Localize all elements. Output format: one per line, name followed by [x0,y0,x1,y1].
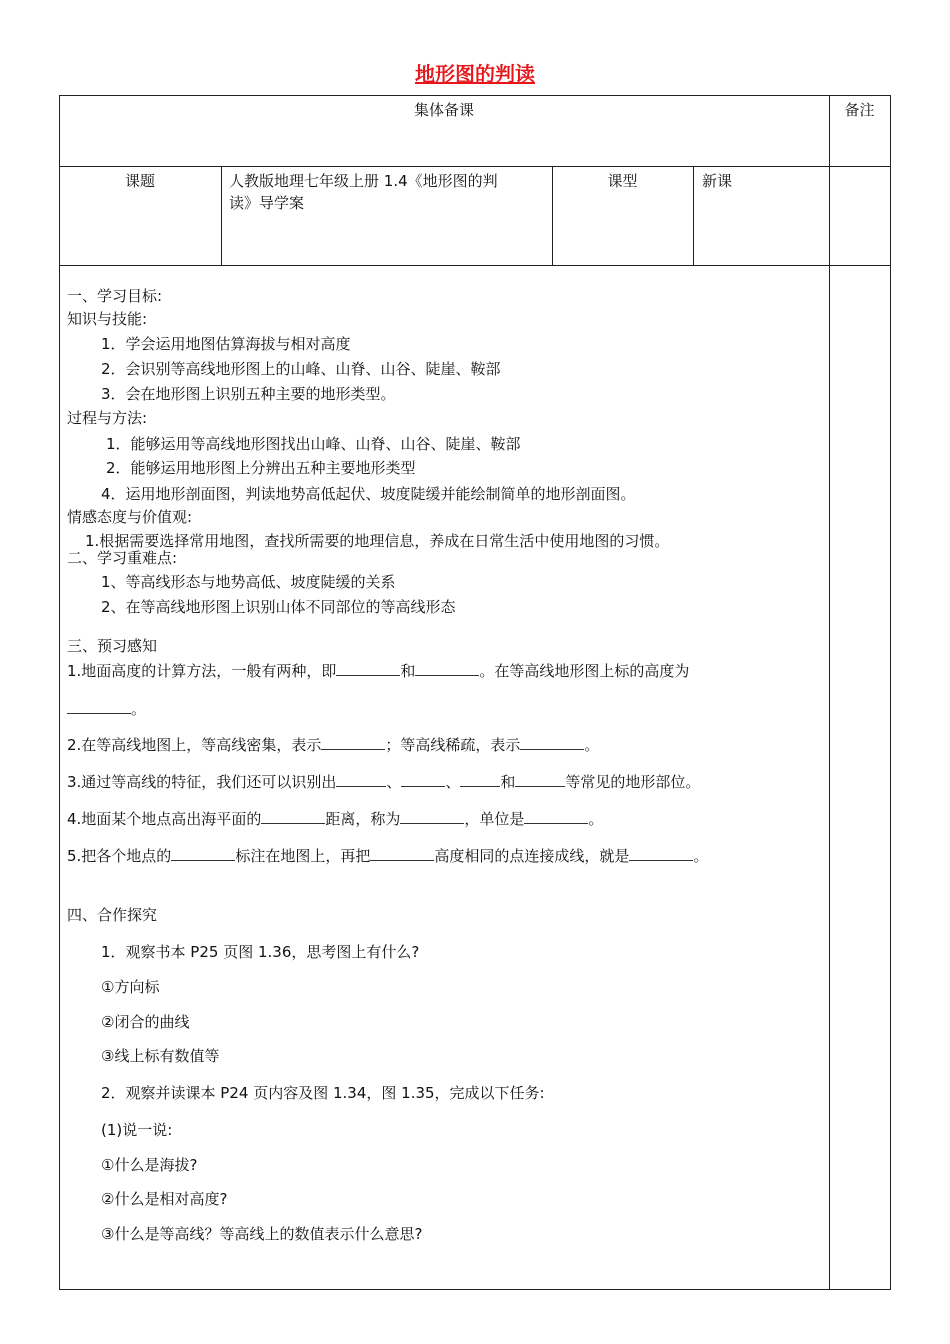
q4-text-c: ，单位是 [464,810,525,828]
preview-question-5 [67,846,708,866]
explore-line: ②闭合的曲线 [101,1013,190,1031]
remarks-column-divider [829,95,830,1289]
topic-value [229,170,551,214]
knowledge-item: 1．学会运用地图估算海拔与相对高度 [101,335,351,353]
remarks-label: 备注 [844,101,875,119]
q1-text-b: 和 [400,662,416,680]
q4-text-a: 4.地面某个地点高出海平面的 [67,810,262,828]
q5-text-d: 。 [693,847,709,865]
process-heading: 过程与方法: [67,409,148,427]
q2-text-a: 2.在等高线地图上，等高线密集，表示 [67,736,322,754]
explore-line: ③线上标有数值等 [101,1047,220,1065]
q1-blank-2[interactable] [415,661,479,676]
preview-heading: 三、预习感知 [67,637,158,655]
explore-line: 1．观察书本 P25 页图 1.36，思考图上有什么? [101,943,420,961]
explore-line: ①方向标 [101,978,160,996]
q3-text-e: 等常见的地形部位。 [565,773,701,791]
table-border-top [59,95,891,96]
topic-column-divider-3 [693,166,694,265]
q4-blank-1[interactable] [261,809,325,824]
q3-blank-1[interactable] [336,772,386,787]
key-point-item: 2、在等高线地形图上识别山体不同部位的等高线形态 [101,598,456,616]
q5-blank-3[interactable] [629,846,693,861]
q3-blank-4[interactable] [515,772,565,787]
q2-blank-1[interactable] [321,735,385,750]
knowledge-heading: 知识与技能: [67,310,148,328]
q1-text-a: 1.地面高度的计算方法，一般有两种，即 [67,662,337,680]
q3-text-a: 3.通过等高线的特征，我们还可以识别出 [67,773,337,791]
q1-blank-3[interactable] [67,699,131,714]
knowledge-item: 2．会识别等高线地形图上的山峰、山脊、山谷、陡崖、鞍部 [101,360,501,378]
q2-text-b: ；等高线稀疏，表示 [385,736,521,754]
goals-heading: 一、学习目标: [67,287,163,305]
type-label: 课型 [607,172,638,190]
type-value: 新课 [702,172,733,190]
q2-blank-2[interactable] [520,735,584,750]
q4-blank-3[interactable] [524,809,588,824]
q3-text-b: 、 [386,773,402,791]
q3-text-d: 和 [500,773,516,791]
collective-prep-label: 集体备课 [413,101,474,119]
q4-text-b: 距离，称为 [325,810,401,828]
explore-line: 2．观察并读课本 P24 页内容及图 1.34，图 1.35，完成以下任务: [101,1084,545,1102]
table-border-right [890,95,891,1289]
q5-text-c: 高度相同的点连接成线，就是 [434,847,630,865]
row-divider-1 [59,166,891,167]
attitude-item: 1.根据需要选择常用地图，查找所需要的地理信息，养成在日常生活中使用地图的习惯。 [85,532,670,550]
q1-blank-1[interactable] [336,661,400,676]
topic-column-divider-1 [221,166,222,265]
preview-question-4 [67,809,603,829]
q3-blank-3[interactable] [460,772,500,787]
explore-line: (1)说一说: [101,1121,173,1139]
q5-blank-1[interactable] [171,846,235,861]
table-border-left [59,95,60,1289]
explore-heading: 四、合作探究 [67,906,158,924]
preview-question-3 [67,772,700,792]
q4-blank-2[interactable] [400,809,464,824]
knowledge-item: 3．会在地形图上识别五种主要的地形类型。 [101,385,396,403]
topic-label: 课题 [124,172,155,190]
process-item: 1．能够运用等高线地形图找出山峰、山脊、山谷、陡崖、鞍部 [106,435,521,453]
preview-question-1-cont [67,699,146,719]
process-item: 2．能够运用地形图上分辨出五种主要地形类型 [106,459,416,477]
attitude-heading: 情感态度与价值观: [67,508,193,526]
document-title: 地形图的判读 [415,62,535,86]
q5-text-a: 5.把各个地点的 [67,847,172,865]
row-divider-2 [59,265,891,266]
q3-text-c: 、 [445,773,461,791]
process-item: 4．运用地形剖面图，判读地势高低起伏、坡度陡缓并能绘制简单的地形剖面图。 [101,485,636,503]
q5-blank-2[interactable] [370,846,434,861]
q3-blank-2[interactable] [401,772,445,787]
explore-line: ③什么是等高线？等高线上的数值表示什么意思? [101,1225,423,1243]
preview-question-2 [67,735,599,755]
topic-value-line-2: 读》导学案 [229,194,305,212]
q5-text-b: 标注在地图上，再把 [235,847,371,865]
table-border-bottom [59,1289,891,1290]
q1-text-d: 。 [131,700,147,718]
key-point-item: 1、等高线形态与地势高低、坡度陡缓的关系 [101,573,396,591]
q4-text-d: 。 [588,810,604,828]
q1-text-c: 。在等高线地形图上标的高度为 [479,662,690,680]
key-points-heading: 二、学习重难点: [67,549,178,567]
q2-text-c: 。 [584,736,600,754]
preview-question-1 [67,661,689,681]
explore-line: ①什么是海拔? [101,1156,198,1174]
topic-value-line-1: 人教版地理七年级上册 1.4《地形图的判 [229,172,498,190]
explore-line: ②什么是相对高度? [101,1190,228,1208]
